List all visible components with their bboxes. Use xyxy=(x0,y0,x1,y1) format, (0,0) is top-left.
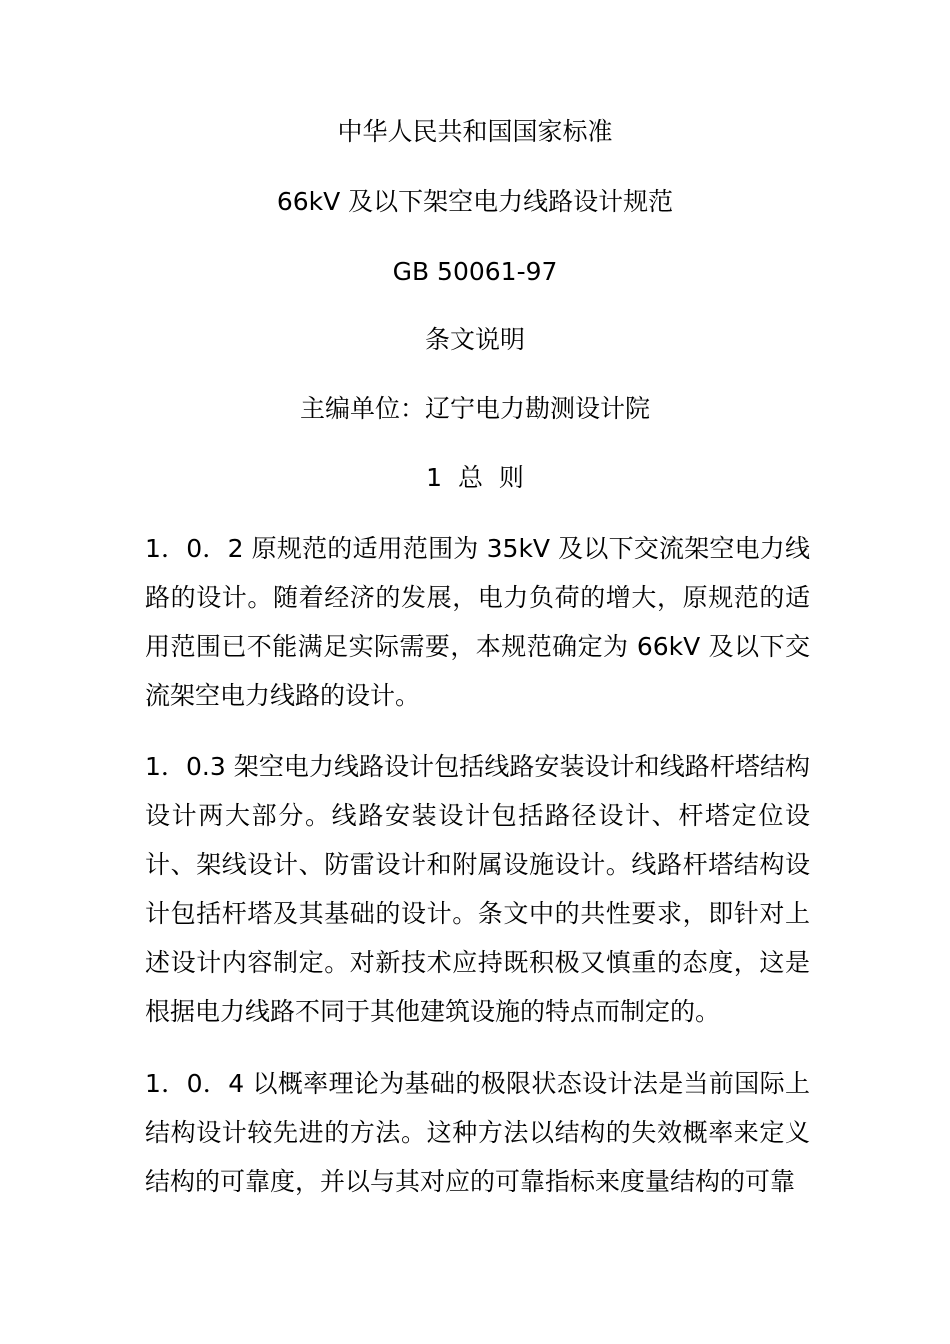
chief-editor: 主编单位：辽宁电力勘测设计院 xyxy=(299,394,650,423)
clause-1-0-3: 1．0.3 架空电力线路设计包括线路安装设计和线路杆塔结构设计两大部分。线路安装设计包括路径设计、杆塔定位设计、架线设计、防雷设计和附属设施设计。线路杆塔结构设计包括杆塔及其基础的设计。条文中的共性要求，即针对上述设计内容制定。对新技术应持既积极又慎重的态度，这是根据电力线路不同于其他建筑设施的特点而制定的。 xyxy=(145,752,810,1026)
clause-1-0-2: 1．0．2 原规范的适用范围为 35kV 及以下交流架空电力线路的设计。随着经济的发展，电力负荷的增大，原规范的适用范围已不能满足实际需要，本规范确定为 66kV 及以下交流架空电力线路的设计。 xyxy=(145,534,810,710)
clause-1-0-4: 1．0．4 以概率理论为基础的极限状态设计法是当前国际上结构设计较先进的方法。这种方法以结构的失效概率来定义结构的可靠度，并以与其对应的可靠指标来度量结构的可靠 xyxy=(145,1069,810,1196)
standard-type: 中华人民共和国国家标准 xyxy=(337,117,613,146)
document-title: 66kV 及以下架空电力线路设计规范 xyxy=(276,187,674,216)
section-label: 条文说明 xyxy=(424,325,525,354)
chapter-heading: 1 总 则 xyxy=(426,463,524,492)
standard-code: GB 50061-97 xyxy=(392,257,558,286)
